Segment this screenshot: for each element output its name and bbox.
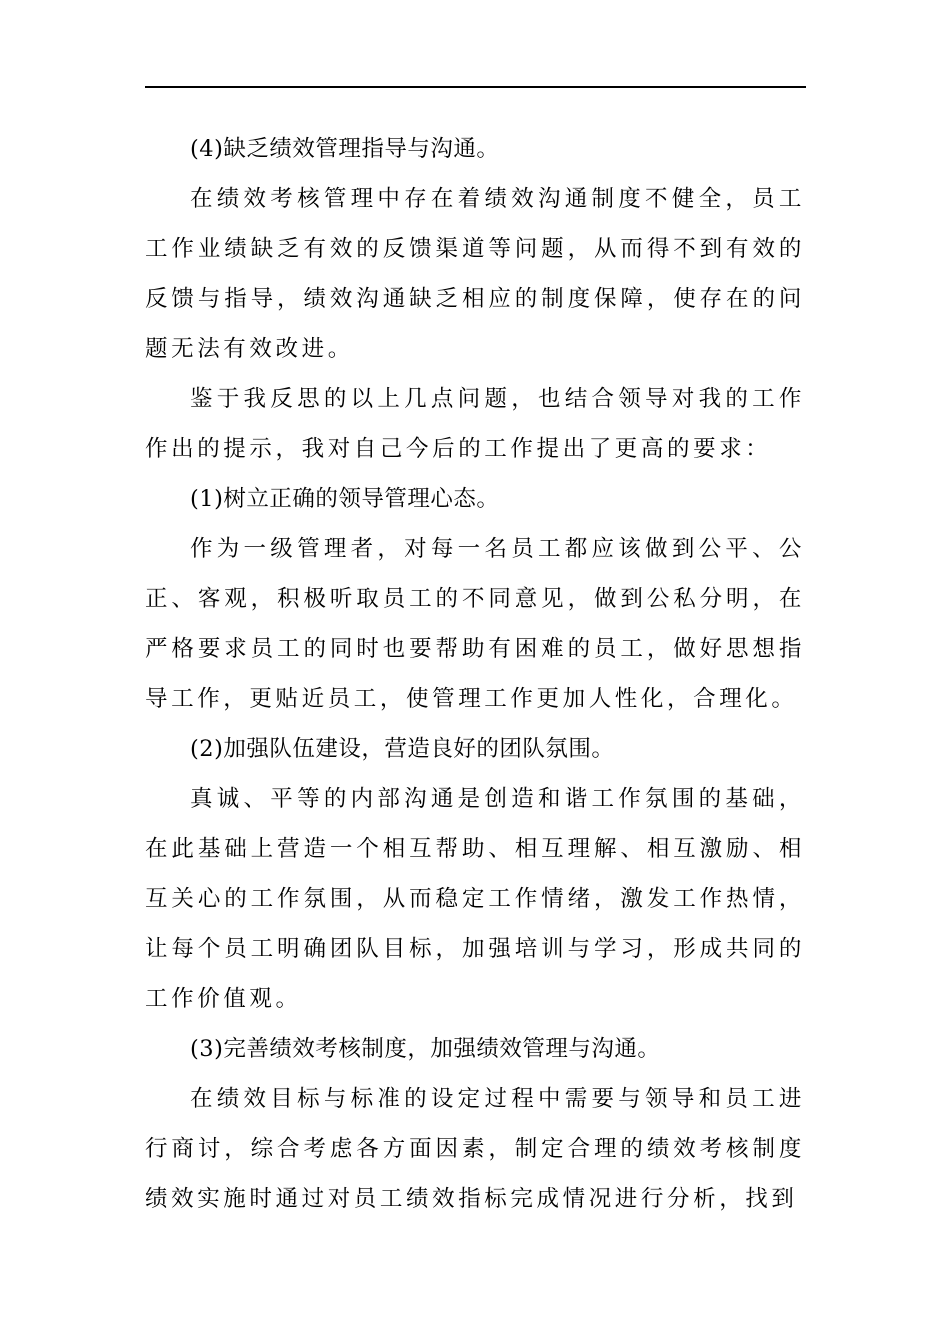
body-paragraph: 在绩效目标与标准的设定过程中需要与领导和员工进行商讨，综合考虑各方面因素，制定合理的绩效考核制度绩效实施时通过对员工绩效指标完成情况进行分析，找到 (145, 1086, 805, 1212)
document-body (145, 124, 805, 1224)
body-paragraph: 真诚、平等的内部沟通是创造和谐工作氛围的基础，在此基础上营造一个相互帮助、相互理解、相互激励、相互关心的工作氛围，从而稳定工作情绪，激发工作热情，让每个员工明确团队目标，加强培训与学习，形成共同的工作价值观。 (145, 786, 805, 1012)
section-heading-3: (3)完善绩效考核制度，加强绩效管理与沟通。 (190, 1036, 661, 1062)
body-paragraph: 在绩效考核管理中存在着绩效沟通制度不健全，员工工作业绩缺乏有效的反馈渠道等问题，从而得不到有效的反馈与指导，绩效沟通缺乏相应的制度保障，使存在的问题无法有效改进。 (145, 186, 805, 362)
section-heading-1: (1)树立正确的领导管理心态。 (190, 486, 500, 512)
body-paragraph: 作为一级管理者，对每一名员工都应该做到公平、公正、客观，积极听取员工的不同意见，做到公私分明，在严格要求员工的同时也要帮助有困难的员工，做好思想指导工作，更贴近员工，使管理工作更加人性化，合理化。 (145, 536, 805, 712)
header-rule (145, 86, 806, 88)
section-heading-4: (4)缺乏绩效管理指导与沟通。 (190, 136, 500, 162)
section-heading-2: (2)加强队伍建设，营造良好的团队氛围。 (190, 736, 615, 762)
body-paragraph: 鉴于我反思的以上几点问题，也结合领导对我的工作作出的提示，我对自己今后的工作提出了更高的要求： (145, 386, 805, 462)
